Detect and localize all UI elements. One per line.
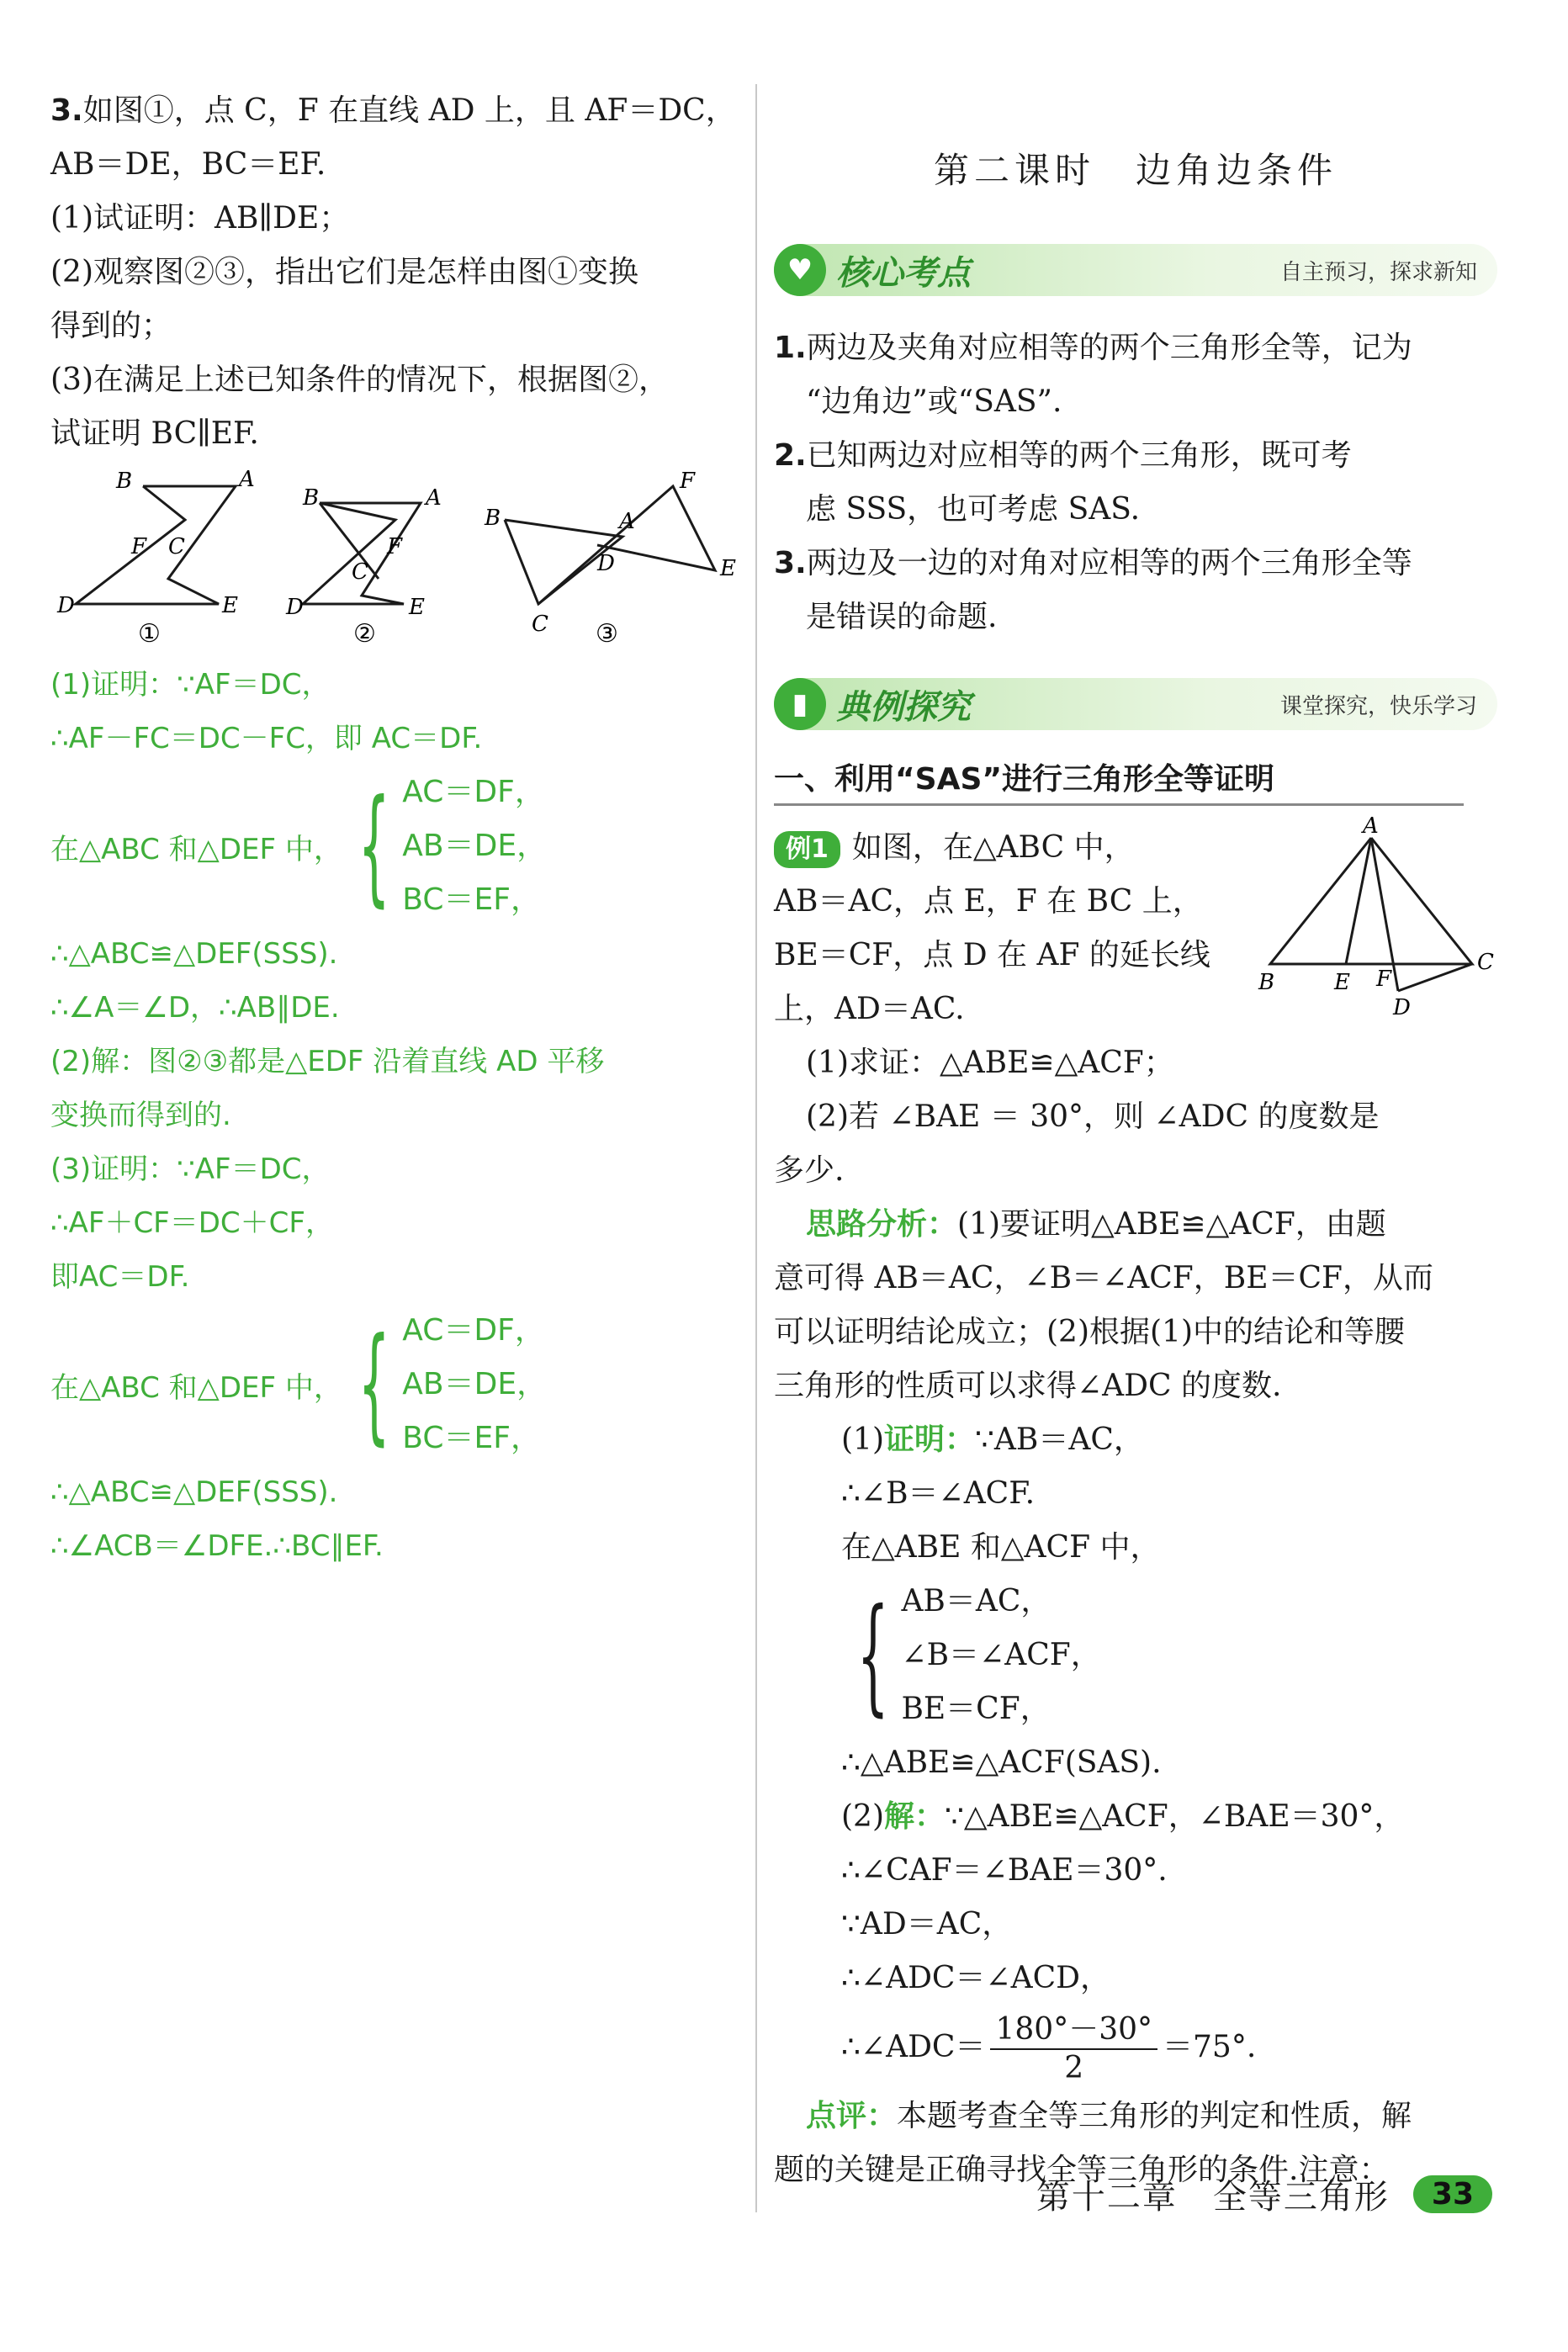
fig1-label-B: B (116, 469, 133, 494)
figure-2 (285, 485, 442, 646)
fig3-caption: ③ (596, 619, 618, 646)
banner-examples (774, 678, 1497, 730)
proof-line: ∵AD＝AC， (841, 1907, 1013, 1941)
ex-label-B: B (1258, 970, 1275, 995)
key-point-1: 1.两边及夹角对应相等的两个三角形全等，记为 “边角边”或“SAS”. (774, 331, 1412, 419)
problem-line: 试证明 BC∥EF. (50, 416, 259, 451)
fig3-label-D: D (597, 551, 615, 576)
fig2-label-A: A (426, 485, 442, 511)
banner-subtitle: 自主预习，探求新知 (1279, 259, 1477, 285)
fraction-line: ∴∠ADC＝ $\frac{180^\circ-30^\circ}{2}$ ＝75°. (841, 2012, 1257, 2085)
proof-line: ∴∠B＝∠ACF. (841, 1476, 1036, 1511)
left-column (50, 84, 749, 1573)
brace-line: BC＝EF， (402, 1421, 541, 1455)
brace-line: AC＝DF， (402, 1313, 545, 1348)
figure-1 (56, 469, 255, 646)
key-point-3: 3.两边及一边的对角对应相等的两个三角形全等 是错误的命题. (774, 546, 1412, 634)
solution-line: (3)证明：∵AF＝DC， (50, 1152, 331, 1186)
brace-line: AB＝AC， (901, 1584, 1052, 1618)
analysis-line: 可以证明结论成立；(2)根据(1)中的结论和等腰 (774, 1315, 1405, 1349)
fig2-label-E: E (409, 595, 425, 620)
fraction: $\frac{180^\circ-30^\circ}{2}$ (990, 2011, 1157, 2087)
ex-label-A: A (1363, 813, 1379, 839)
ex-label-F: F (1376, 967, 1392, 992)
fig3-label-C: C (532, 612, 548, 637)
example-block: 例1 如图，在△ABC 中， AB＝AC，点 E，F 在 BC 上， BE＝CF，点 D 在 AF 的延长线 上，AD＝AC. A B E F C D (1)求证：△ABE≌△ACF； (2)若 ∠BAE ＝ 30°，则 ∠ADC 的度数是 多少. (774, 821, 1497, 1198)
fig1-label-E: E (222, 593, 238, 618)
ex-label-E: E (1334, 970, 1350, 995)
solution-line: 即AC＝DF. (50, 1260, 190, 1294)
problem-number: 3. (50, 93, 83, 128)
fig3-label-B: B (485, 506, 501, 531)
banner-title: 典例探究 (836, 687, 971, 727)
fig2-caption: ② (353, 619, 376, 646)
banner-subtitle: 课堂探究，快乐学习 (1279, 693, 1477, 719)
figure-3 (484, 469, 736, 646)
brace-line: ∠B＝∠ACF， (901, 1638, 1101, 1672)
problem-line: 得到的； (50, 309, 172, 343)
example-line: BE＝CF，点 D 在 AF 的延长线 (774, 938, 1210, 972)
solution-line: ∴AF＋CF＝DC＋CF， (50, 1206, 334, 1240)
brace-line: AC＝DF， (402, 775, 545, 809)
brace-line: BC＝EF， (402, 882, 541, 917)
solution-line: ∴△ABC≌△DEF(SSS). (50, 1475, 338, 1509)
key-point-2: 2.已知两边对应相等的两个三角形，既可考 虑 SSS，也可考虑 SAS. (774, 438, 1352, 527)
proof-line: ∴△ABE≌△ACF(SAS). (841, 1745, 1162, 1780)
problem-line: AB＝DE，BC＝EF. (50, 147, 326, 182)
page-number: 33 (1413, 2175, 1492, 2213)
solution-brace-block (50, 1304, 749, 1465)
brace-symbol: { (358, 1311, 390, 1458)
solution-line: (1)证明：∵AF＝DC， (50, 668, 331, 702)
problem-line: (1)试证明：AB∥DE； (50, 201, 350, 236)
review-block: 点评：本题考查全等三角形的判定和性质，解 题的关键是正确寻找全等三角形的条件.注意： (774, 2090, 1497, 2197)
brace-line: AB＝DE， (402, 829, 548, 863)
review-line: 题的关键是正确寻找全等三角形的条件.注意： (774, 2153, 1390, 2187)
analysis-line: 意可得 AB＝AC，∠B＝∠ACF，BE＝CF，从而 (774, 1261, 1434, 1295)
question-2-cont: 多少. (774, 1153, 845, 1188)
fig3-label-A: A (619, 509, 635, 534)
solution-line: (2)解：图②③都是△EDF 沿着直线 AD 平移 (50, 1045, 605, 1078)
fig2-label-F: F (387, 534, 403, 559)
ex-label-C: C (1477, 950, 1494, 975)
proof-label: 证明： (884, 1422, 976, 1457)
lesson-title: 第二课时 边角边条件 (933, 150, 1338, 191)
proof-brace-block (841, 1575, 1497, 1736)
problem-line: (3)在满足上述已知条件的情况下，根据图②， (50, 363, 669, 397)
problem-line: 3.如图①，点 C，F 在直线 AD 上，且 AF＝DC， (50, 93, 736, 128)
fig2-label-C: C (352, 559, 368, 585)
fig2-label-B: B (303, 485, 320, 511)
review-label: 点评： (806, 2099, 898, 2133)
example-line: 上，AD＝AC. (774, 992, 965, 1026)
problem-figures (50, 469, 749, 646)
fig1-label-C: C (168, 534, 185, 559)
solution-line: ∴∠ACB＝∠DFE.∴BC∥EF. (50, 1529, 384, 1563)
question-1: (1)求证：△ABE≌△ACF； (806, 1046, 1174, 1080)
brace-symbol: { (856, 1582, 889, 1729)
brace-symbol: { (358, 773, 390, 919)
solution-label: 解： (884, 1799, 946, 1834)
banner-core-points (774, 244, 1497, 296)
section-heading: 一、利用“SAS”进行三角形全等证明 (774, 755, 1464, 806)
fig1-label-D: D (57, 593, 75, 618)
question-2: (2)若 ∠BAE ＝ 30°，则 ∠ADC 的度数是 (806, 1099, 1380, 1134)
solution-line: ∴∠A＝∠D，∴AB∥DE. (50, 991, 340, 1025)
fig3-label-E: E (720, 556, 736, 581)
page-footer (1036, 2170, 1492, 2218)
solution-line: ∴AF－FC＝DC－FC，即 AC＝DF. (50, 722, 483, 755)
solution-line: ∴△ABC≌△DEF(SSS). (50, 937, 338, 971)
fig1-label-A: A (239, 469, 255, 492)
proof-line: ∴∠ADC＝∠ACD， (841, 1961, 1111, 1995)
analysis-label: 思路分析： (806, 1207, 958, 1242)
fig3-label-F: F (680, 469, 696, 494)
banner-title: 核心考点 (836, 253, 971, 293)
proof-line: 在△ABE 和△ACF 中， (841, 1530, 1161, 1565)
analysis-line: 三角形的性质可以求得∠ADC 的度数. (774, 1369, 1282, 1403)
column-divider (755, 84, 757, 2212)
example-tag: 例1 (774, 831, 840, 868)
right-column (774, 84, 1497, 2197)
solution-brace-block (50, 765, 749, 927)
solution-line: 变换而得到的. (50, 1099, 231, 1132)
solution-line: 在△ABC 和△DEF 中， (50, 1370, 342, 1405)
proof-block: (1)证明：∵AB＝AC， ∴∠B＝∠ACF. 在△ABE 和△ACF 中， { AB＝AC， ∠B＝∠ACF， BE＝CF， ∴△ABE≌△ACF(SAS). (2)解：∵△ABE≌△ACF，∠BAE＝30°， ∴∠CAF＝∠BAE＝30°. ∵AD＝AC， ∴∠ADC＝∠ACD， ∴∠ADC＝ $\frac{180^\circ-30^\circ}{2}$ ＝75°. (774, 1413, 1497, 2090)
example-figure (1253, 813, 1497, 1014)
chapter-title: 第十二章 全等三角形 (1036, 2178, 1390, 2217)
heart-icon: ♥ (774, 244, 826, 296)
brace-line: AB＝DE， (402, 1367, 548, 1401)
fig1-caption: ① (138, 619, 161, 646)
fig1-label-F: F (131, 534, 147, 559)
brace-line: BE＝CF， (901, 1692, 1051, 1726)
problem-line: (2)观察图②③，指出它们是怎样由图①变换 (50, 255, 638, 289)
proof-line: ∴∠CAF＝∠BAE＝30°. (841, 1853, 1168, 1888)
bar-chart-icon: ▮ (774, 678, 826, 730)
example-line: AB＝AC，点 E，F 在 BC 上， (774, 884, 1203, 919)
ex-label-D: D (1393, 995, 1411, 1014)
fig2-label-D: D (286, 595, 304, 620)
analysis-block: 思路分析：(1)要证明△ABE≌△ACF，由题 意可得 AB＝AC，∠B＝∠ACF，BE＝CF，从而 可以证明结论成立；(2)根据(1)中的结论和等腰 三角形的性质可以求得∠ADC 的度数. (774, 1198, 1497, 1413)
solution-line: 在△ABC 和△DEF 中， (50, 832, 342, 866)
